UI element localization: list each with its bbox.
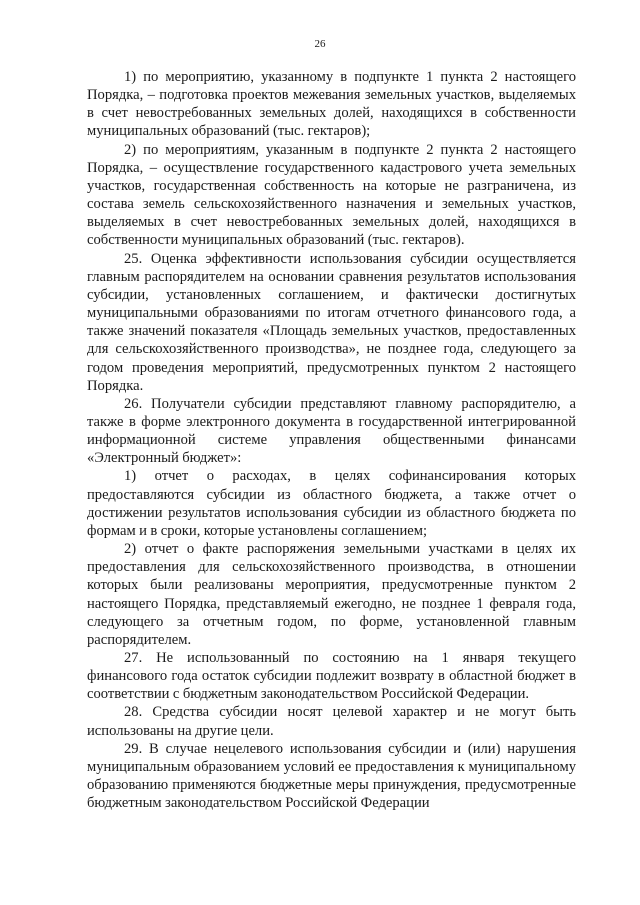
paragraph-27-return: 27. Не использованный по состоянию на 1 января текущего финансового года остаток субсидии подлежит возврату в областной бюджет в соответствии с бюджетным законодательством Российской Федерации. <box>87 650 576 703</box>
paragraph-25-evaluation: 25. Оценка эффективности использования субсидии осуществляется главным распорядителем на основании сравнения результатов использования субсидии, установленных соглашением, и фактически достигнутых муниципальными образованиями по итогам отчетного финансового года, а также значений показателя «Площадь земельных участков, предоставленных для сельскохозяйственного производства», не позднее года, следующего за годом проведения мероприятий, предусмотренных пунктом 2 настоящего Порядка. <box>87 250 576 394</box>
paragraph-26-item-1: 1) отчет о расходах, в целях софинансирования которых предоставляются субсидии из областного бюджета, а также отчет о достижении результатов использования субсидии из областного бюджета по формам и в сроки, которые установлены соглашением; <box>87 468 576 539</box>
paragraph-28-purpose: 28. Средства субсидии носят целевой характер и не могут быть использованы на другие цели. <box>87 704 576 739</box>
paragraph-29-measures: 29. В случае нецелевого использования субсидии и (или) нарушения муниципальным образованием условий ее предоставления к муниципальному образованию применяются бюджетные меры принуждения, предусмотренные бюджетным законодательством Российской Федерации <box>87 740 576 812</box>
page-number: 26 <box>314 38 326 50</box>
paragraph-item-2-kadastr: 2) по мероприятиям, указанным в подпункте 2 пункта 2 настоящего Порядка, – осуществление государственного кадастрового учета земельных участков, государственная собственность на которые не разграничена, из состава земель сельскохозяйственного назначения и земельных участков, выделяемых в счет невостребованных земельных долей, находящихся в собственности муниципальных образований (тыс. гектаров). <box>87 141 576 249</box>
document-body <box>87 68 576 812</box>
paragraph-item-1-mejevanie: 1) по мероприятию, указанному в подпункте 1 пункта 2 настоящего Порядка, – подготовка проектов межевания земельных участков, выделяемых в счет невостребованных земельных долей, находящихся в собственности муниципальных образований (тыс. гектаров); <box>87 69 576 140</box>
paragraph-26-item-2: 2) отчет о факте распоряжения земельными участками в целях их предоставления для сельскохозяйственного производства, в отношении которых были реализованы мероприятия, предусмотренные пунктом 2 настоящего Порядка, представляемый ежегодно, не позднее 1 февраля года, следующего за отчетным годом, по форме, установленной главным распорядителем. <box>87 541 576 648</box>
paragraph-26-reporting: 26. Получатели субсидии представляют главному распорядителю, а также в форме электронного документа в государственной интегрированной информационной системе управления общественными финансами «Электронный бюджет»: <box>87 395 576 467</box>
